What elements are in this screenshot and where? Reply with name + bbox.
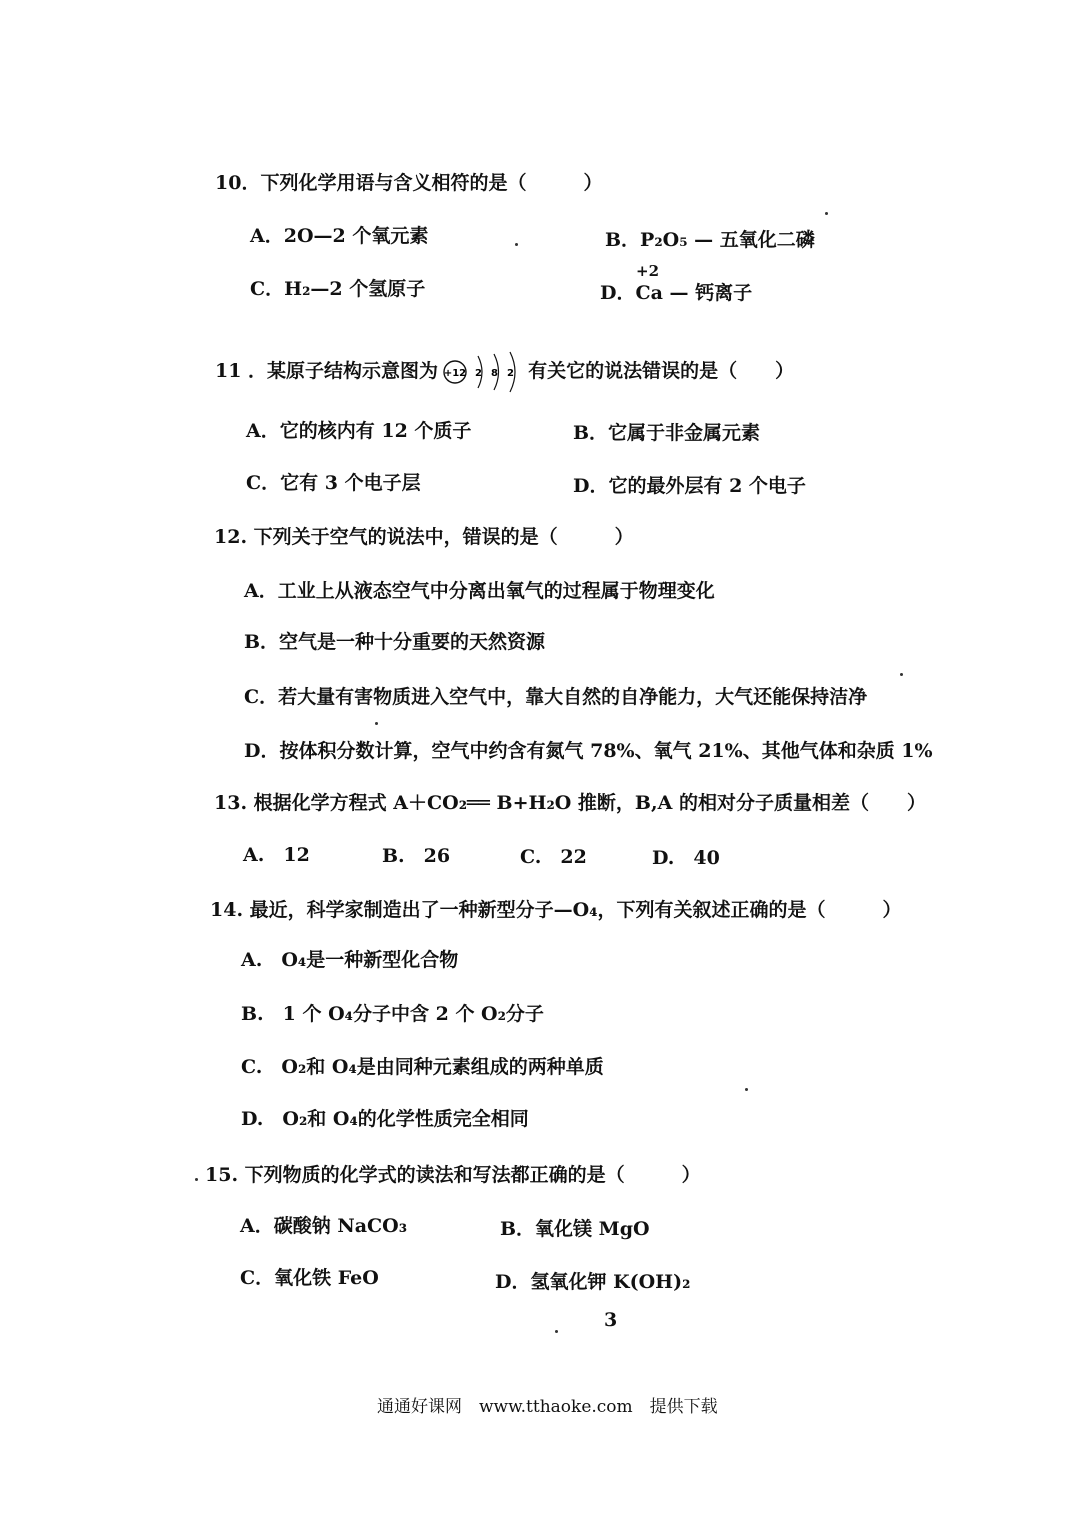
- question-10-option-a: A．2O—2 个氧元素: [250, 225, 429, 247]
- question-15-option-d: D．氢氧化钾 K(OH)₂: [495, 1271, 691, 1293]
- scan-speck: [745, 1088, 748, 1091]
- question-14-option-c: C. O₂和 O₄是由同种元素组成的两种单质: [241, 1056, 604, 1078]
- question-14-option-a: A. O₄是一种新型化合物: [241, 949, 459, 971]
- atom-shell-2-electrons: 8: [491, 368, 499, 379]
- question-10-option-b: B．P₂O₅ — 五氧化二磷: [605, 229, 815, 251]
- scan-speck: [515, 243, 518, 246]
- question-11-option-d: D．它的最外层有 2 个电子: [573, 475, 806, 497]
- page-number: 3: [604, 1309, 618, 1331]
- question-12-stem: 12. 下列关于空气的说法中，错误的是（ ）: [214, 526, 634, 548]
- question-11-option-b: B．它属于非金属元素: [573, 422, 761, 444]
- question-10-option-c: C．H₂—2 个氢原子: [250, 278, 426, 300]
- question-15-option-b: B．氧化镁 MgO: [500, 1218, 650, 1240]
- question-13-stem: 13. 根据化学方程式 A＋CO₂══ B+H₂O 推断，B,A 的相对分子质量相差（ ）: [214, 792, 926, 814]
- question-13-option-b: B. 26: [382, 845, 451, 867]
- atom-nucleus-charge: +12: [443, 368, 467, 379]
- question-14-option-b: B. 1 个 O₄分子中含 2 个 O₂分子: [241, 1003, 544, 1025]
- question-10-option-d: D．Ca — 钙离子: [600, 282, 753, 304]
- question-12-option-d: D．按体积分数计算，空气中约含有氮气 78%、氧气 21%、其他气体和杂质 1%: [244, 740, 933, 762]
- scan-speck: [375, 722, 378, 725]
- scan-speck: [555, 1330, 558, 1333]
- question-13-option-a: A. 12: [243, 844, 310, 866]
- question-12-option-b: B．空气是一种十分重要的天然资源: [244, 631, 546, 653]
- scan-speck: [195, 1178, 198, 1181]
- question-15-option-a: A．碳酸钠 NaCO₃: [240, 1215, 408, 1237]
- question-13-option-c: C. 22: [520, 846, 587, 868]
- question-11-option-c: C．它有 3 个电子层: [246, 472, 421, 494]
- question-12-option-a: A．工业上从液态空气中分离出氧气的过程属于物理变化: [244, 580, 715, 602]
- atom-shell-1-electrons: 2: [475, 368, 483, 379]
- question-14-option-d: D. O₂和 O₄的化学性质完全相同: [241, 1108, 529, 1130]
- scan-speck: [825, 212, 828, 215]
- question-12-option-c: C．若大量有害物质进入空气中，靠大自然的自净能力，大气还能保持洁净: [244, 686, 868, 708]
- question-15-option-c: C．氧化铁 FeO: [240, 1267, 379, 1289]
- question-10-charge: +2: [636, 262, 660, 280]
- atom-shell-3-electrons: 2: [507, 368, 515, 379]
- question-15-stem: 15. 下列物质的化学式的读法和写法都正确的是（ ）: [205, 1164, 701, 1186]
- question-13-option-d: D. 40: [652, 847, 720, 869]
- question-11-stem: [215, 350, 794, 394]
- question-10-stem: 10．下列化学用语与含义相符的是（ ）: [215, 172, 603, 194]
- question-11-stem-part1: 11 ．某原子结构示意图为: [215, 360, 439, 382]
- question-14-stem: 14. 最近，科学家制造出了一种新型分子—O₄，下列有关叙述正确的是（ ）: [210, 899, 902, 921]
- question-11-option-a: A．它的核内有 12 个质子: [246, 420, 472, 442]
- footer-text: 通通好课网 www.tthaoke.com 提供下载: [377, 1397, 718, 1417]
- question-11-stem-part2: 有关它的说法错误的是（ ）: [528, 360, 795, 382]
- scan-speck: [900, 673, 903, 676]
- atom-structure-diagram: [442, 350, 524, 394]
